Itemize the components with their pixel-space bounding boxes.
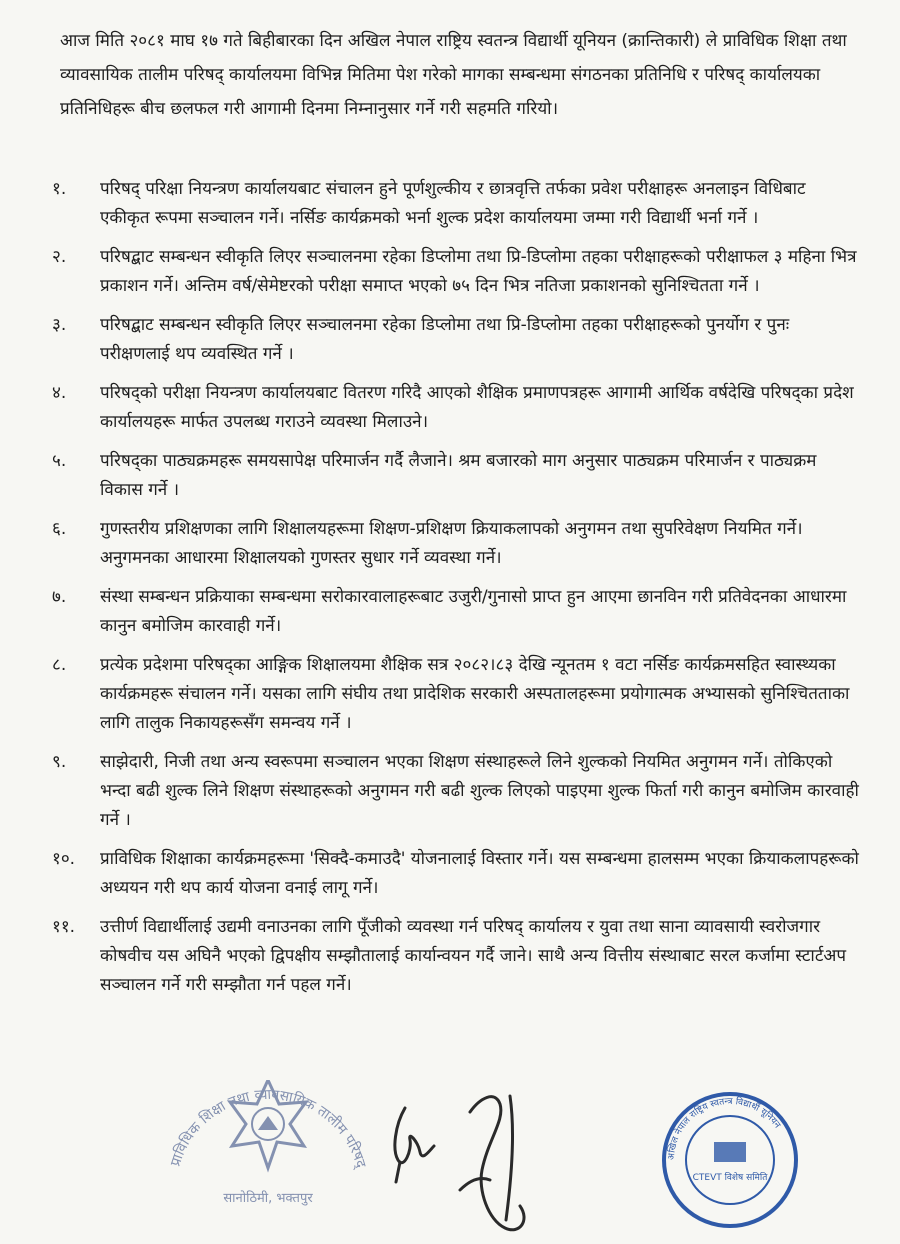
agreement-item — [34, 379, 860, 437]
agreement-item-text: परिषद् परिक्षा नियन्त्रण कार्यालयबाट संचालन हुने पूर्णशुल्कीय र छात्रवृत्ति तर्फका प्रवेश परीक्षाहरू अनलाइन विधिबाट एकीकृत रूपमा सञ्चालन गर्ने। नर्सिङ कार्यक्रमको भर्ना शुल्क प्रदेश कार्यालयमा जम्मा गरी विद्यार्थी भर्ना गर्ने । — [100, 179, 806, 228]
agreement-item — [34, 175, 860, 233]
agreement-item-text: परिषद्का पाठ्यक्रमहरू समयसापेक्ष परिमार्जन गर्दै लैजाने। श्रम बजारको माग अनुसार पाठ्यक्रम परिमार्जन र पाठ्यक्रम विकास गर्ने । — [100, 451, 817, 500]
agreement-item-text: संस्था सम्बन्धन प्रक्रियाका सम्बन्धमा सरोकारवालाहरूबाट उजुरी/गुनासो प्राप्त हुन आएमा छानविन गरी प्रतिवेदनका आधारमा कानुन बमोजिम कारवाही गर्ने। — [100, 587, 847, 636]
agreement-item — [34, 913, 860, 1000]
right-seal-sub: CTEVT विशेष समिति — [692, 1173, 768, 1183]
signature-1 — [395, 1108, 434, 1182]
signature-2 — [460, 1096, 524, 1230]
agreement-item-number: ७. — [52, 587, 67, 607]
left-seal-text: प्राविधिक शिक्षा तथा व्यावसायिक तालीम परिषद् — [167, 1086, 369, 1170]
union-seal — [664, 1094, 796, 1226]
ctevt-seal — [168, 1080, 369, 1236]
agreement-item-text: गुणस्तरीय प्रशिक्षणका लागि शिक्षालयहरूमा शिक्षण-प्रशिक्षण क्रियाकलापको अनुगमन तथा सुपरिवेक्षण नियमित गर्ने। अनुगमनका आधारमा शिक्षालयको गुणस्तर सुधार गर्ने व्यवस्था गर्ने। — [100, 519, 803, 568]
agreement-item-text: उत्तीर्ण विद्यार्थीलाई उद्यमी वनाउनका लागि पूँजीको व्यवस्था गर्न परिषद् कार्यालय र युवा तथा साना व्यावसायी स्वरोजगार कोषवीच यस अघिनै भएको द्विपक्षीय सम्झौतालाई कार्यान्वयन गर्दै जाने। साथै अन्य वित्तीय संस्थाबाट सरल कर्जामा स्टार्टअप सञ्चालन गर्ने गरी सम्झौता गर्न पहल गर्ने। — [100, 917, 847, 995]
agreement-item-number: १. — [52, 179, 67, 199]
agreement-item — [34, 651, 860, 738]
agreement-item-text: साझेदारी, निजी तथा अन्य स्वरूपमा सञ्चालन भएका शिक्षण संस्थाहरूले लिने शुल्कको नियमित अनुगमन गर्ने। तोकिएको भन्दा बढी शुल्क लिने शिक्षण संस्थाहरूको अनुगमन गरी बढी शुल्क लिएको पाइएमा शुल्क फिर्ता गरी कानुन बमोजिम कारवाही गर्ने । — [100, 752, 859, 830]
agreement-item-number: २. — [52, 247, 67, 267]
agreement-item — [34, 583, 860, 641]
agreement-item-number: १०. — [52, 849, 76, 869]
intro-paragraph: आज मिति २०८१ माघ १७ गते बिहीबारका दिन अखिल नेपाल राष्ट्रिय स्वतन्त्र विद्यार्थी यूनियन (क्रान्तिकारी) ले प्राविधिक शिक्षा तथा व्यावसायिक तालीम परिषद् कार्यालयमा विभिन्न मितिमा पेश गरेको मागका सम्बन्धमा संगठनका प्रतिनिधि र परिषद् कार्यालयका प्रतिनिधिहरू बीच छलफल गरी आगामी दिनमा निम्नानुसार गर्ने गरी सहमति गरियो। — [60, 31, 847, 119]
agreement-item-number: ९. — [52, 752, 67, 772]
right-seal-text: अखिल नेपाल राष्ट्रिय स्वतन्त्र विद्यार्थी यूनियन — [666, 1096, 783, 1161]
agreement-item-number: ८. — [52, 655, 67, 675]
agreement-item-number: ५. — [52, 451, 67, 471]
agreement-item-text: प्राविधिक शिक्षाका कार्यक्रमहरूमा 'सिक्दै-कमाउदै' योजनालाई विस्तार गर्ने। यस सम्बन्धमा हालसम्म भएका क्रियाकलापहरूको अध्ययन गरी थप कार्य योजना वनाई लागू गर्ने। — [100, 849, 859, 898]
agreement-item-number: ४. — [52, 383, 67, 403]
agreement-item — [34, 515, 860, 573]
agreement-item — [34, 311, 860, 369]
agreement-item-text: परिषद्बाट सम्बन्धन स्वीकृति लिएर सञ्चालनमा रहेका डिप्लोमा तथा प्रि-डिप्लोमा तहका परीक्षाहरूको परीक्षाफल ३ महिना भित्र प्रकाशन गर्ने। अन्तिम वर्ष/सेमेष्टरको परीक्षा समाप्त भएको ७५ दिन भित्र नतिजा प्रकाशनको सुनिश्चितता गर्ने । — [100, 247, 857, 296]
agreement-item — [34, 243, 860, 301]
agreement-list — [34, 175, 860, 1010]
agreement-item — [34, 748, 860, 835]
book-emblem-icon — [714, 1142, 746, 1162]
agreement-item-text: परिषद्को परीक्षा नियन्त्रण कार्यालयबाट वितरण गरिदै आएको शैक्षिक प्रमाणपत्रहरू आगामी आर्थिक वर्षदेखि परिषद्का प्रदेश कार्यालयहरू मार्फत उपलब्ध गराउने व्यवस्था मिलाउने। — [100, 383, 854, 432]
agreement-item-number: ३. — [52, 315, 67, 335]
agreement-item-number: ६. — [52, 519, 67, 539]
agreement-item — [34, 845, 860, 903]
agreement-item — [34, 447, 860, 505]
seals-and-signatures — [0, 1080, 900, 1244]
agreement-item-text: परिषद्बाट सम्बन्धन स्वीकृति लिएर सञ्चालनमा रहेका डिप्लोमा तथा प्रि-डिप्लोमा तहका परीक्षाहरूको पुनर्योग र पुनः परीक्षणलाई थप व्यवस्थित गर्ने । — [100, 315, 790, 364]
agreement-item-number: ११. — [52, 917, 76, 937]
agreement-item-text: प्रत्येक प्रदेशमा परिषद्का आङ्गिक शिक्षालयमा शैक्षिक सत्र २०८२।८३ देखि न्यूनतम १ वटा नर्सिङ कार्यक्रमसहित स्वास्थ्यका कार्यक्रमहरू संचालन गर्ने। यसका लागि संघीय तथा प्रादेशिक सरकारी अस्पतालहरूमा प्रयोगात्मक अभ्यासको सुनिश्चितताका लागि तालुक निकायहरूसँग समन्वय गर्ने । — [100, 655, 850, 733]
left-seal-location: सानोठिमी, भक्तपुर — [223, 1191, 313, 1206]
